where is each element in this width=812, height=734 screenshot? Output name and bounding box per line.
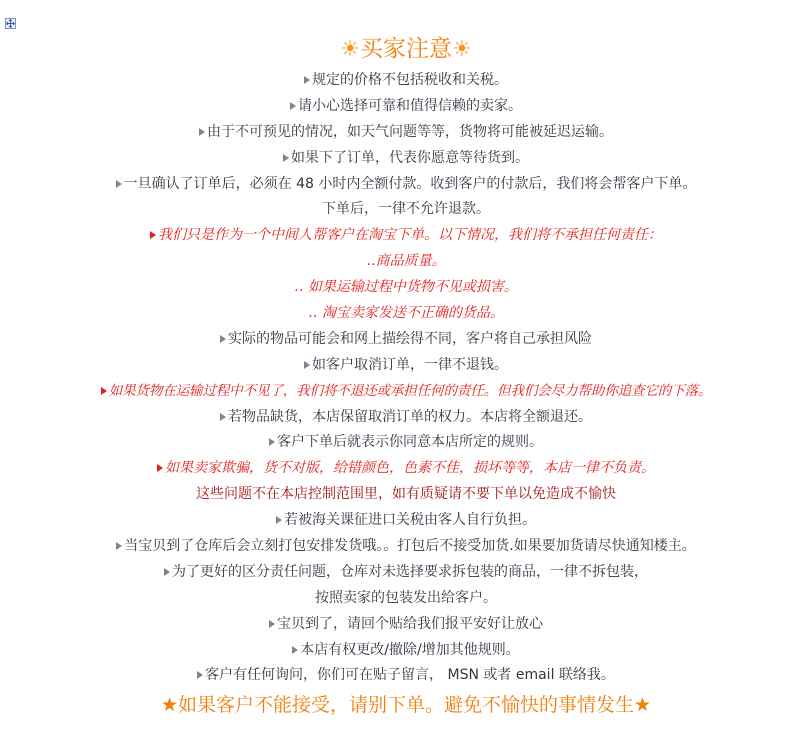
bullet-icon — [101, 387, 107, 395]
warning-line: ‥ 淘宝卖家发送不正确的货品。 — [308, 305, 504, 322]
bullet-icon — [269, 438, 275, 446]
rule-line: 客户下单后就表示你同意本店所定的规则。 — [0, 430, 812, 456]
bullet-icon — [197, 671, 203, 679]
rule-line: 为了更好的区分责任问题，仓库对未选择要求拆包装的商品，一律不拆包装， — [0, 560, 812, 586]
rule-line: 实际的物品可能会和网上描绘得不同，客户将自己承担风险 — [0, 327, 812, 353]
buyer-notice — [0, 30, 812, 721]
bullet-icon — [220, 413, 226, 421]
rule-line: 如客户取消订单，一律不退钱。 — [0, 353, 812, 379]
rule-line: 规定的价格不包括税收和关税。 — [0, 68, 812, 94]
rule-line: 一旦确认了订单后，必须在 48 小时内全额付款。收到客户的付款后，我们将会帮客户下单。 — [0, 172, 812, 198]
sun-icon: ☀ — [452, 37, 472, 62]
bullet-icon — [269, 620, 275, 628]
notice-title-text: 买家注意 — [360, 36, 452, 62]
rule-line: 当宝贝到了仓库后会立刻打包安排发货哦。。打包后不接受加货.如果要加货请尽快通知楼主。 — [0, 534, 812, 560]
warning-line: 如果货物在运输过程中不见了，我们将不退还或承担任何的责任。但我们会尽力帮助你追查它的下落。 — [0, 379, 812, 405]
warning-line: ‥商品质量。 — [366, 253, 446, 270]
star-icon: ★ — [634, 694, 652, 717]
rule-line: 由于不可预见的情况，如天气问题等等，货物将可能被延迟运输。 — [0, 120, 812, 146]
table-move-handle-icon[interactable] — [5, 18, 16, 29]
bullet-icon — [304, 76, 310, 84]
warning-line: 我们只是作为一个中间人帮客户在淘宝下单。以下情况，我们将不承担任何责任： — [0, 223, 812, 249]
warning-line: 如果卖家欺骗，货不对版，给错颜色，色素不佳，损坏等等，本店一律不负责。 — [0, 456, 812, 482]
bullet-icon — [283, 154, 289, 162]
rule-line: 下单后，一律不允许退款。 — [322, 201, 490, 218]
rule-line: 若被海关课征进口关税由客人自行负担。 — [0, 508, 812, 534]
notice-title — [0, 30, 812, 68]
rule-line: 请小心选择可靠和值得信赖的卖家。 — [0, 94, 812, 120]
warning-line: ‥ 如果运输过程中货物不见或损害。 — [294, 279, 518, 296]
bullet-icon — [304, 361, 310, 369]
rule-line: 如果下了订单，代表你愿意等待货到。 — [0, 146, 812, 172]
bullet-icon — [276, 516, 282, 524]
bullet-icon — [157, 464, 163, 472]
bullet-icon — [150, 231, 156, 239]
sun-icon: ☀ — [340, 37, 360, 62]
rule-line: 按照卖家的包装发出给客户。 — [315, 589, 497, 606]
closing-line — [0, 689, 812, 721]
bullet-icon — [292, 646, 298, 654]
rule-line: 本店有权更改/撤除/增加其他规则。 — [0, 638, 812, 664]
star-icon: ★ — [160, 694, 178, 717]
bullet-icon — [290, 102, 296, 110]
bullet-icon — [164, 568, 170, 576]
rule-line: 若物品缺货，本店保留取消订单的权力。本店将全额退还。 — [0, 405, 812, 431]
disclaimer-line: 这些问题不在本店控制范围里，如有质疑请不要下单以免造成不愉快 — [196, 486, 616, 503]
rule-line: 宝贝到了，请回个贴给我们报平安好让放心 — [0, 612, 812, 638]
bullet-icon — [220, 335, 226, 343]
bullet-icon — [116, 180, 122, 188]
rule-line: 客户有任何询问，你们可在贴子留言， MSN 或者 email 联络我。 — [0, 663, 812, 689]
bullet-icon — [199, 128, 205, 136]
closing-text: 如果客户不能接受，请别下单。避免不愉快的事情发生 — [177, 694, 634, 717]
bullet-icon — [116, 542, 122, 550]
